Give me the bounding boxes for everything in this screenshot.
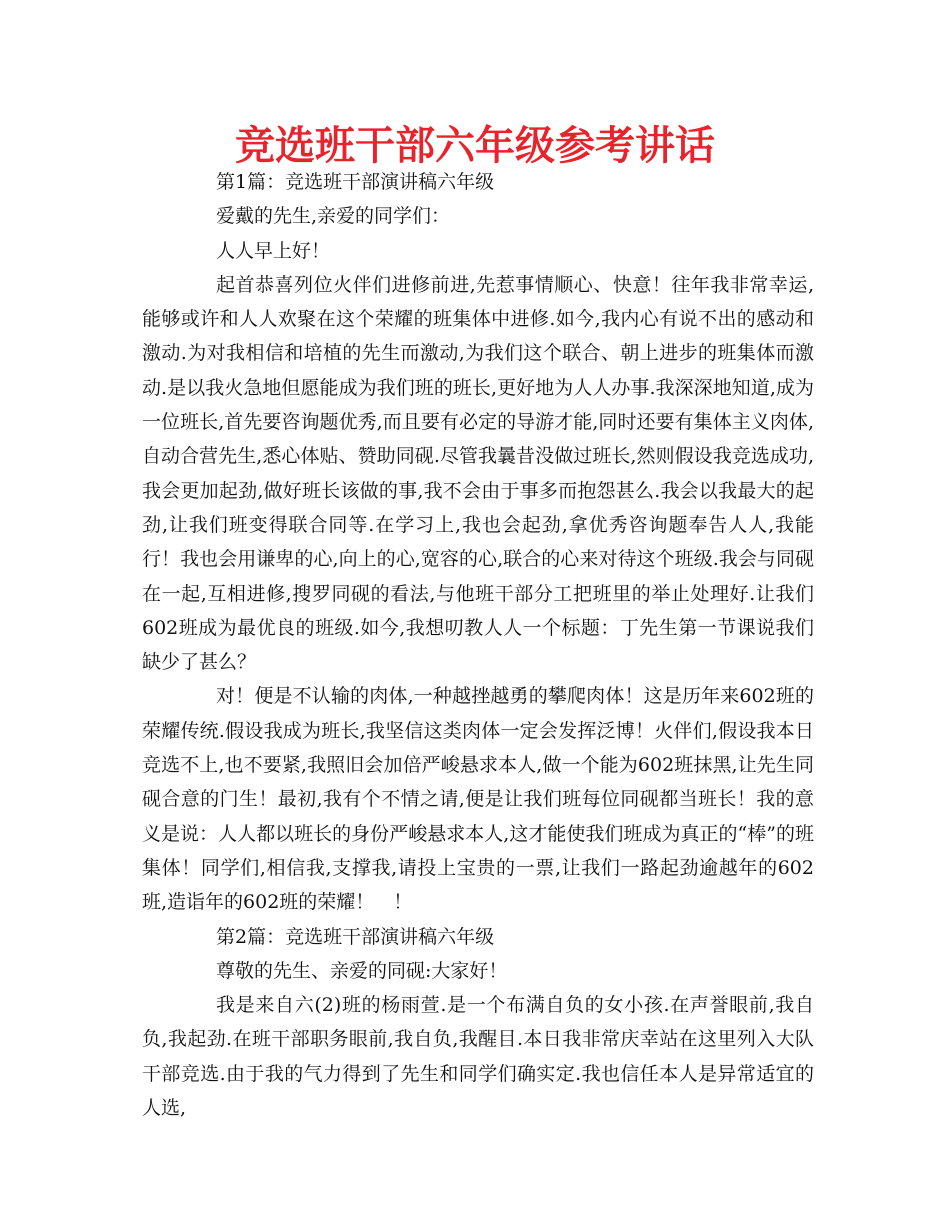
section-heading: 第1篇：竞选班干部演讲稿六年级 bbox=[216, 171, 495, 193]
paragraph: 起首恭喜列位火伴们进修前进,先惹事情顺心、快意！往年我非常幸运,能够或许和人人欢聚在这个荣耀的班集体中进修.如今,我内心有说不出的感动和激动.为对我相信和培植的先生而激动,为我们这个联合、朝上进步的班集体而激动.是以我火急地但愿能成为我们班的班长,更好地为人人办事.我深深地知道,成为一位班长,首先要咨询题优秀,而且要有必定的导游才能,同时还要有集体主义肉体,自动合营先生,悉心体贴、赞助同砚.尽管我曩昔没做过班长,然则假设我竞选成功,我会更加起劲,做好班长该做的事,我不会由于事多而抱怨甚么.我会以我最大的起劲,让我们班变得联合同等.在学习上,我也会起劲,拿优秀咨询题奉告人人,我能行！我也会用谦卑的心,向上的心,宽容的心,联合的心来对待这个班级.我会与同砚在一起,互相进修,搜罗同砚的看法,与他班干部分工把班里的举止处理好.让我们602班成为最优良的班级.如今,我想叨教人人一个标题：丁先生第一节课说我们缺少了甚么？ bbox=[142, 273, 814, 674]
document-body bbox=[142, 165, 814, 1125]
salutation: 爱戴的先生,亲爱的同学们： bbox=[216, 205, 451, 228]
section-heading: 第2篇：竞选班干部演讲稿六年级 bbox=[216, 925, 495, 948]
paragraph: 我是来自六(2)班的杨雨萱.是一个布满自负的女小孩.在声誉眼前,我自负,我起劲.在班干部职务眼前,我自负,我醒目.本日我非常庆幸站在这里列入大队干部竞选.由于我的气力得到了先生和同学们确实定.我也信任本人是异常适宜的人选, bbox=[142, 994, 814, 1120]
paragraph: 对！便是不认输的肉体,一种越挫越勇的攀爬肉体！这是历年来602班的荣耀传统.假设我成为班长,我坚信这类肉体一定会发挥泛博！火伴们,假设我本日竞选不上,也不要紧,我照旧会加倍严峻悬求本人,做一个能为602班抹黑,让先生同砚合意的门生！最初,我有个不情之请,便是让我们班每位同砚都当班长！我的意义是说：人人都以班长的身份严峻悬求本人,这才能使我们班成为真正的“棒”的班集体！同学们,相信我,支撑我,请投上宝贵的一票,让我们一路起劲逾越年的602班,造诣年的602班的荣耀！ ！ bbox=[142, 685, 814, 914]
greeting: 人人早上好！ bbox=[216, 239, 331, 262]
salutation: 尊敬的先生、亲爱的同砚:大家好！ bbox=[216, 959, 508, 982]
document-title: 竞选班干部六年级参考讲话 bbox=[235, 122, 715, 169]
